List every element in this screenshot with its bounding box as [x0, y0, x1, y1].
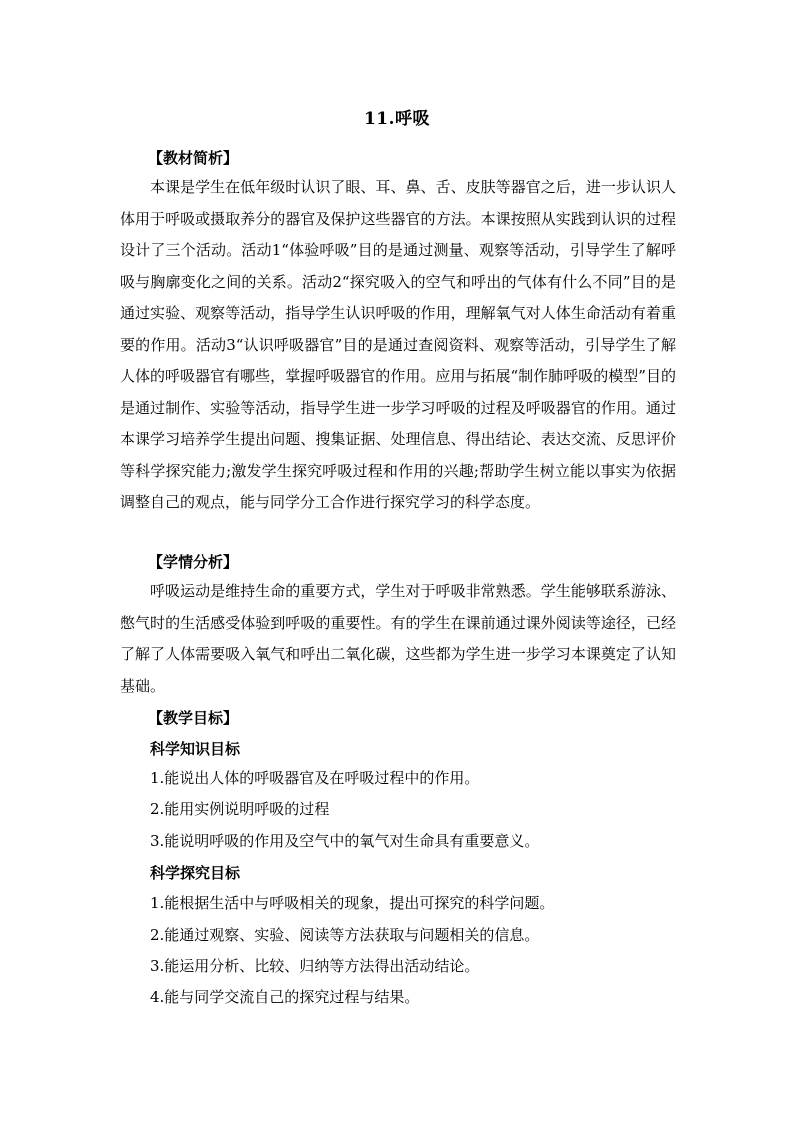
list-item-knowledge-1: 1.能说出人体的呼吸器官及在呼吸过程中的作用。 — [150, 769, 480, 787]
list-item-knowledge-2: 2.能用实例说明呼吸的过程 — [150, 800, 330, 818]
list-item-inquiry-1: 1.能根据生活中与呼吸相关的现象，提出可探究的科学问题。 — [150, 894, 555, 912]
section-heading-student-analysis: 【学情分析】 — [148, 553, 239, 571]
list-item-inquiry-2: 2.能通过观察、实验、阅读等方法获取与问题相关的信息。 — [150, 926, 540, 944]
section-heading-textbook-analysis: 【教材简析】 — [148, 149, 239, 167]
document-title: 11.呼吸 — [363, 109, 431, 129]
subheading-inquiry-goals: 科学探究目标 — [150, 864, 241, 882]
section-heading-teaching-goals: 【教学目标】 — [148, 709, 239, 727]
list-item-inquiry-3: 3.能运用分析、比较、归纳等方法得出活动结论。 — [150, 957, 480, 975]
paragraph-student-analysis: 呼吸运动是维持生命的重要方式，学生对于呼吸非常熟悉。学生能够联系游泳、憋气时的生活感受体验到呼吸的重要性。有的学生在课前通过课外阅读等途径，已经了解了人体需要吸入氧气和呼出二氧化碳，这些都为学生进一步学习本课奠定了认知基础。 — [120, 582, 676, 695]
subheading-knowledge-goals: 科学知识目标 — [150, 740, 241, 758]
list-item-inquiry-4: 4.能与同学交流自己的探究过程与结果。 — [150, 988, 420, 1006]
list-item-knowledge-3: 3.能说明呼吸的作用及空气中的氧气对生命具有重要意义。 — [150, 832, 540, 850]
paragraph-textbook-analysis: 本课是学生在低年级时认识了眼、耳、鼻、舌、皮肤等器官之后，进一步认识人体用于呼吸或摄取养分的器官及保护这些器官的方法。本课按照从实践到认识的过程设计了三个活动。活动1“体验呼吸”目的是通过测量、观察等活动，引导学生了解呼吸与胸廓变化之间的关系。活动2“探究吸入的空气和呼出的气体有什么不同”目的是通过实验、观察等活动，指导学生认识呼吸的作用，理解氧气对人体生命活动有着重要的作用。活动3“认识呼吸器官”目的是通过查阅资料、观察等活动，引导学生了解人体的呼吸器官有哪些，掌握呼吸器官的作用。应用与拓展“制作肺呼吸的模型”目的是通过制作、实验等活动，指导学生进一步学习呼吸的过程及呼吸器官的作用。通过本课学习培养学生提出问题、搜集证据、处理信息、得出结论、表达交流、反思评价等科学探究能力;激发学生探究呼吸过程和作用的兴趣;帮助学生树立能以事实为依据调整自己的观点，能与同学分工合作进行探究学习的科学态度。 — [120, 178, 676, 511]
